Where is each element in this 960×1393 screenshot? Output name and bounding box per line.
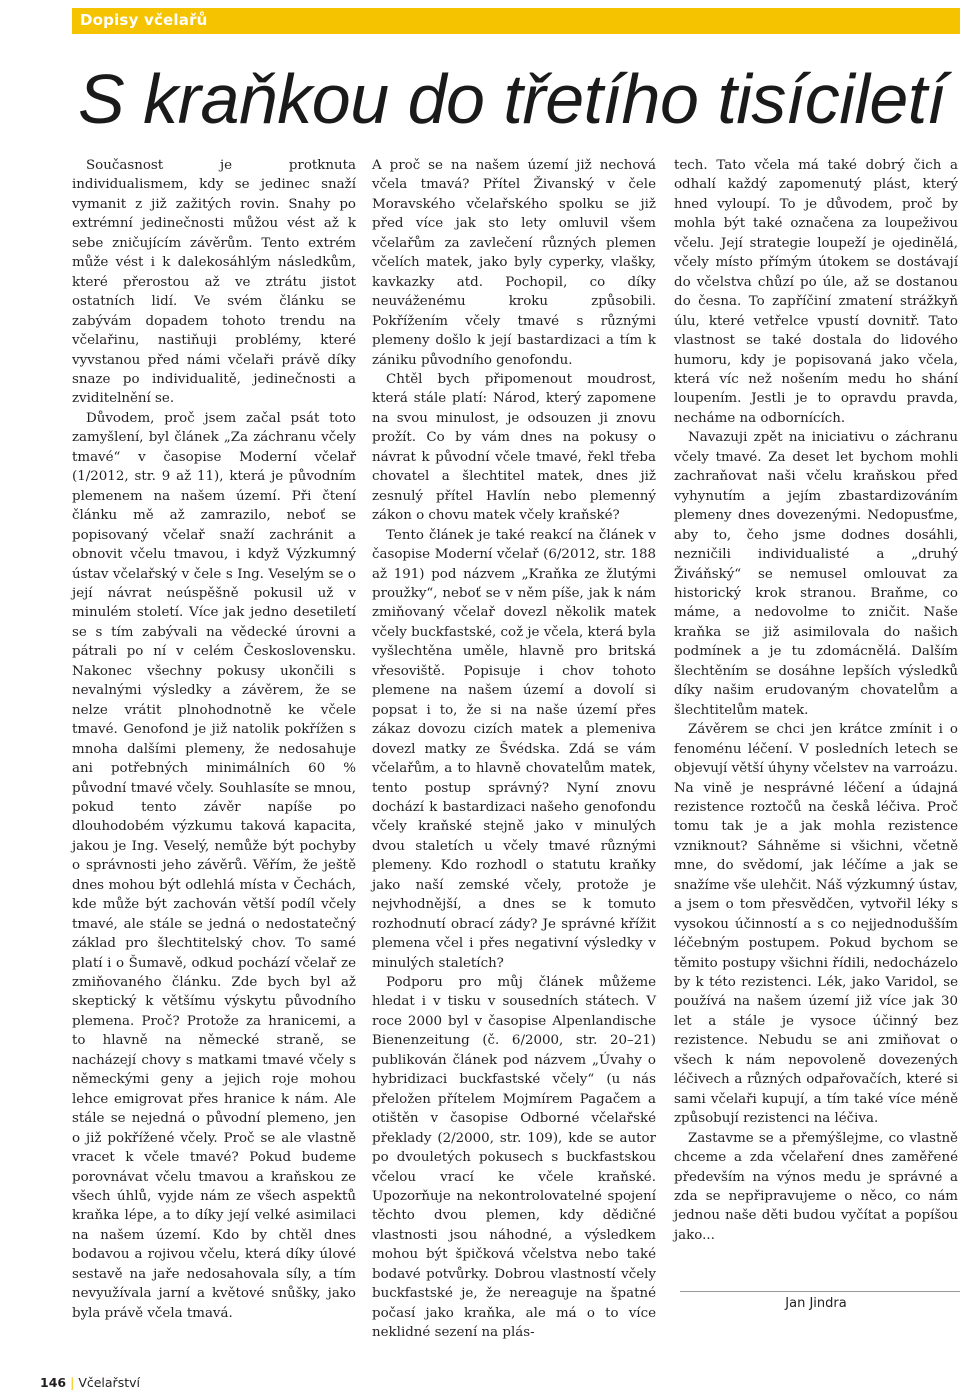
paragraph: Závěrem se chci jen krátce zmínit i o fenoménu léčení. V posledních letech se objevují větší úhyny včelstev na varroázu. Na vině je nesprávné léčení a údajná rezistence roztočů na českå léčiva. Proč tomu tak je a jak mohla rezistence vzniknout? Sáhněme si všichni, včetně mne, do svědomí, jak léčíme a jak se snažíme vše ulehčit. Náš výzkumný ústav, a jsem o tom přesvědčen, vytvořil léky s vysokou účinností a s co nejjednodušším léčebným postupem. Pokud bychom se těmito postupy všichni řídili, nedocházelo by k této rezistenci. Lék, jako Varidol, se používá na našem území již více jak 30 let a stále je vysoce účinný bez rezistence. Nebudu se ani zmiňovat o všech k nám nepovoleně dovezených léčivech a různých odpařovačích, které si sami včelaři kupují, a tím také více méně způsobují rezistenci na léčiva. — [674, 722, 958, 1127]
paragraph: A proč se na našem území již nechová včela tmavá? Přítel Živanský v čele Moravského včelařského spolku se již před více jak sto lety omluvil všem včelařům za zavlečení různých plemen včelích matek, jako byly cyperky, vlašky, kavkazky atd. Pochopil, co díky neuváženému kroku způsobili. Pokřížením včely tmavé s různými plemeny došlo k její bastardizaci a tím k zániku původního genofondu. — [372, 158, 656, 368]
paragraph: tech. Tato včela má také dobrý čich a odhalí každý zapomenutý plást, který hned vyloupí. To je důvodem, proč by mohla být také označena za loupeživou včelu. Její strategie loupeží je ojedinělá, včely místo přímým útokem se dostávají do včelstva chůzí po úle, až se dostanou do česna. To zapříčiní zmatení strážkyň úlu, které vetřelce vpustí dovnitř. Tato vlastnost se také dostala do lidového humoru, kdy je popisovaná jako včela, která víc než nošením medu ho shání loupením. Jestli je to opravdu pravda, necháme na odbornících. — [674, 158, 958, 426]
paragraph: Navazuji zpět na iniciativu o záchranu včely tmavé. Za deset let bychom mohli zachraňovat naši včelu kraňskou před vyhynutím a jejím zbastardizováním plemeny dnes dovezenými. Nedopusťme, aby to, čeho jsme dodnes dosáhli, nezničili individualisté a „druhý Živáňský“ se nemusel omlouvat za historický krok stranou. Braňme, co máme, a nedovolme to zničit. Naše kraňka se již asimilovala do našich podmínek a je tu zdomácnělá. Dalším šlechtěním se dosáhne lepších výsledků díky našim erudovaným chovatelům a šlechtitelům matek. — [674, 430, 958, 718]
paragraph: Současnost je protknuta individualismem, kdy se jedinec snaží vymanit z již zažitých rovin. Snahy po extrémní jedinečnosti můžou vést až k sebe zničujícím závěrům. Tento extrém může vést i k dalekosáhlým následkům, které přerostou až ve ztrátu jistot ostatních lidí. Ve svém článku se zabývám dopadem tohoto trendu na včelařinu, nastiňuji problémy, které vyvstanou před námi včelaři právě díky snaze po individualitě, jedinečnosti a zviditelnění se. — [72, 158, 356, 407]
paragraph: Zastavme se a přemýšlejme, co vlastně chceme a zda včelaření dnes zaměřené především na výnos medu je správné a zda se nepřipravujeme o něco, co nám jednou naše děti budou vyčítat a popíšou jako... — [674, 1130, 958, 1243]
section-header-bar — [72, 8, 960, 34]
paragraph: Chtěl bych připomenout moudrost, která stále platí: Národ, který zapomene na svou minulost, je odsouzen ji znovu prožít. Co by vám dnes na pokusy o návrat k původní včele tmavé, řekl třeba chovatel a šlechtitel matek, dnes již zesnulý přítel Havlín nebo plemenný zákon o chovu matek včely kraňské? — [372, 371, 656, 524]
page-number: 146 — [40, 1375, 67, 1390]
footer-separator: | — [70, 1375, 75, 1390]
paragraph: Tento článek je také reakcí na článek v časopise Moderní včelař (6/2012, str. 188 až 191) pod názvem „Kraňka ze žlutými proužky“, neboť se v něm píše, jak k nám zmiňovaný včelař dovezl několik matek včely buckfastské, což je včela, která byla vyšlechtěna uměle, hlavně pro britská vřesoviště. Popisuje i chov tohoto plemene na našem území a dovolí si popsat i to, že si na naše území přes zákaz dovozu cizích matek a plemeniva dovezl matky ze Švédska. Zdá se vám včelařům, a to hlavně chovatelům matek, tento postup správný? Nyní znovu dochází k bastardizaci našeho genofondu včely kraňské stejně jako v minulých dvou staletích u včely tmavé různými plemeny. Kdo rozhodl o statutu kraňky jako naší zemské včely, protože je nejvhodnější, a dnes se k tomuto rozhodnutí obrací zády? Je správné křížit plemena včel i přes negativní výsledky v minulých staletích? — [372, 527, 656, 971]
article-column-1 — [72, 156, 356, 1323]
section-title: Dopisy včelařů — [80, 11, 208, 29]
author-name: Jan Jindra — [785, 1296, 847, 1311]
paragraph: Důvodem, proč jsem začal psát toto zamyšlení, byl článek „Za záchranu včely tmavé“ v časopise Moderní včelař (1/2012, str. 9 až 11), která je původním plemenem na našem území. Při čtení článku mě až zamrazilo, neboť se popisovaný včelař snaží zachránit a obnovit včelu tmavou, i když Výzkumný ústav včelařský v čele s Ing. Veselým se o její návrat neúspěšně pokusil už v minulém století. Více jak jedno desetiletí se s tím zabývali na vědecké úrovni a pátrali po ní v celém Československu. Nakonec všechny pokusy ukončili s nevalnými výsledky a závěrem, že se nelze vrátit plnohodnotně ke včele tmavé. Genofond je již natolik pokřížen s mnoha dalšími plemeny, že nedosahuje ani potřebných minimálních 60 % původní tmavé včely. Souhlasíte se mnou, pokud tento závěr napíše po dlouhodobém výzkumu taková kapacita, jakou je Ing. Veselý, nemůže být pochyby o správnosti jeho závěrů. Věřím, že ještě dnes mohou být odlehlá místa v Čechách, kde může být zachován větší podíl včely tmavé, ale stále se jedná o nedostatečný základ pro šlechtitelský chov. To samé platí i o Šumavě, odkud pochází včelař ze zmiňovaného článku. Zde bych byl až skeptický k většímu výskytu původního plemena. Proč? Protože za hranicemi, a to hlavně na německé straně, se nacházejí chovy s matkami tmavé včely s německými geny a jejich roje mohou lehce emigrovat přes hranice k nám. Ale stále se nejedná o původní plemeno, jen o již pokřížené včely. Proč se ale vlastně vracet k včele tmavé? Pokud budeme porovnávat včelu tmavou a kraňskou ze všech úhlů, vyjde nám ze všech aspektů kraňka lépe, a to díky její velké asimilaci na našem území. Kdo by chtěl dnes bodavou a rojivou včelu, která díky úlové sestavě na jaře nedosahovala síly, a tím nevyužívala jarní a květové snůšky, jako byla právě včela tmavá. — [72, 410, 356, 1321]
article-column-3 — [674, 156, 958, 1245]
article-column-2 — [372, 156, 656, 1343]
magazine-name: Včelařství — [78, 1375, 140, 1390]
article-headline: S kraňkou do třetího tisíciletí — [78, 60, 946, 138]
page-footer — [40, 1375, 140, 1390]
author-divider — [680, 1291, 960, 1292]
paragraph: Podporu pro můj článek můžeme hledat i v tisku v sousedních státech. V roce 2000 byl v časopise Alpenlandische Bienenzeitung (č. 6/2000, str. 20–21) publikován článek pod názvem „Úvahy o hybridizaci buckfastské včely“ (u nás přeložen přítelem Mojmírem Pagačem a otištěn v časopise Odborné včelařské překlady (2/2000, str. 109), kde se autor po dvouletých pokusech s buckfastskou včelou vrací ke včele kraňské. Upozorňuje na nekontrolovatelné spojení těchto dvou plemen, kdy dědičné vlastnosti jsou náhodné, a výsledkem mohou být špičková včelstva nebo také bodavé potvůrky. Dobrou vlastností včely buckfastské je, že nereaguje na špatné počasí jako kraňka, ale má o to více neklidné sezení na plás- — [372, 975, 656, 1341]
